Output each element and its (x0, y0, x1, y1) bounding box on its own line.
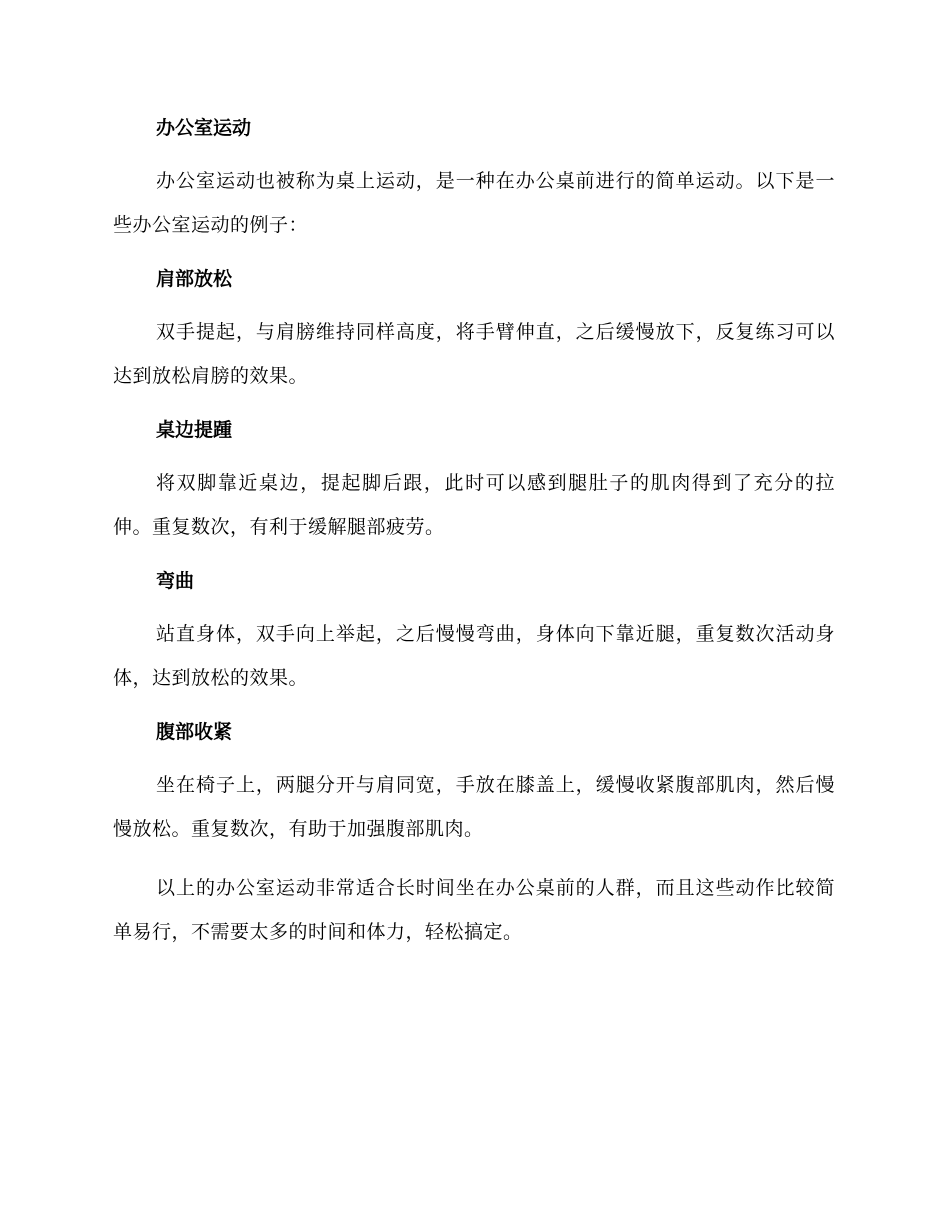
section-heading-heel-raise: 桌边提踵 (156, 419, 233, 441)
section-heading-bend: 弯曲 (156, 570, 195, 592)
section-text-bend: 站直身体，双手向上举起，之后慢慢弯曲，身体向下靠近腿，重复数次活动身体，达到放松的效果。 (113, 623, 835, 689)
section-text-shoulder: 双手提起，与肩膀维持同样高度，将手臂伸直，之后缓慢放下，反复练习可以达到放松肩膀的效果。 (113, 321, 835, 387)
section-text-heel-raise: 将双脚靠近桌边，提起脚后跟，此时可以感到腿肚子的肌肉得到了充分的拉伸。重复数次，有利于缓解腿部疲劳。 (113, 472, 835, 538)
document-body (113, 111, 835, 954)
section-text-abdomen: 坐在椅子上，两腿分开与肩同宽，手放在膝盖上，缓慢收紧腹部肌肉，然后慢慢放松。重复数次，有助于加强腹部肌肉。 (113, 774, 835, 840)
intro-paragraph: 办公室运动也被称为桌上运动，是一种在办公桌前进行的简单运动。以下是一些办公室运动的例子： (113, 170, 835, 236)
section-heading-abdomen: 腹部收紧 (156, 721, 233, 743)
document-title: 办公室运动 (156, 117, 252, 139)
conclusion-paragraph: 以上的办公室运动非常适合长时间坐在办公桌前的人群，而且这些动作比较简单易行，不需要太多的时间和体力，轻松搞定。 (113, 877, 835, 943)
section-heading-shoulder: 肩部放松 (156, 268, 233, 290)
